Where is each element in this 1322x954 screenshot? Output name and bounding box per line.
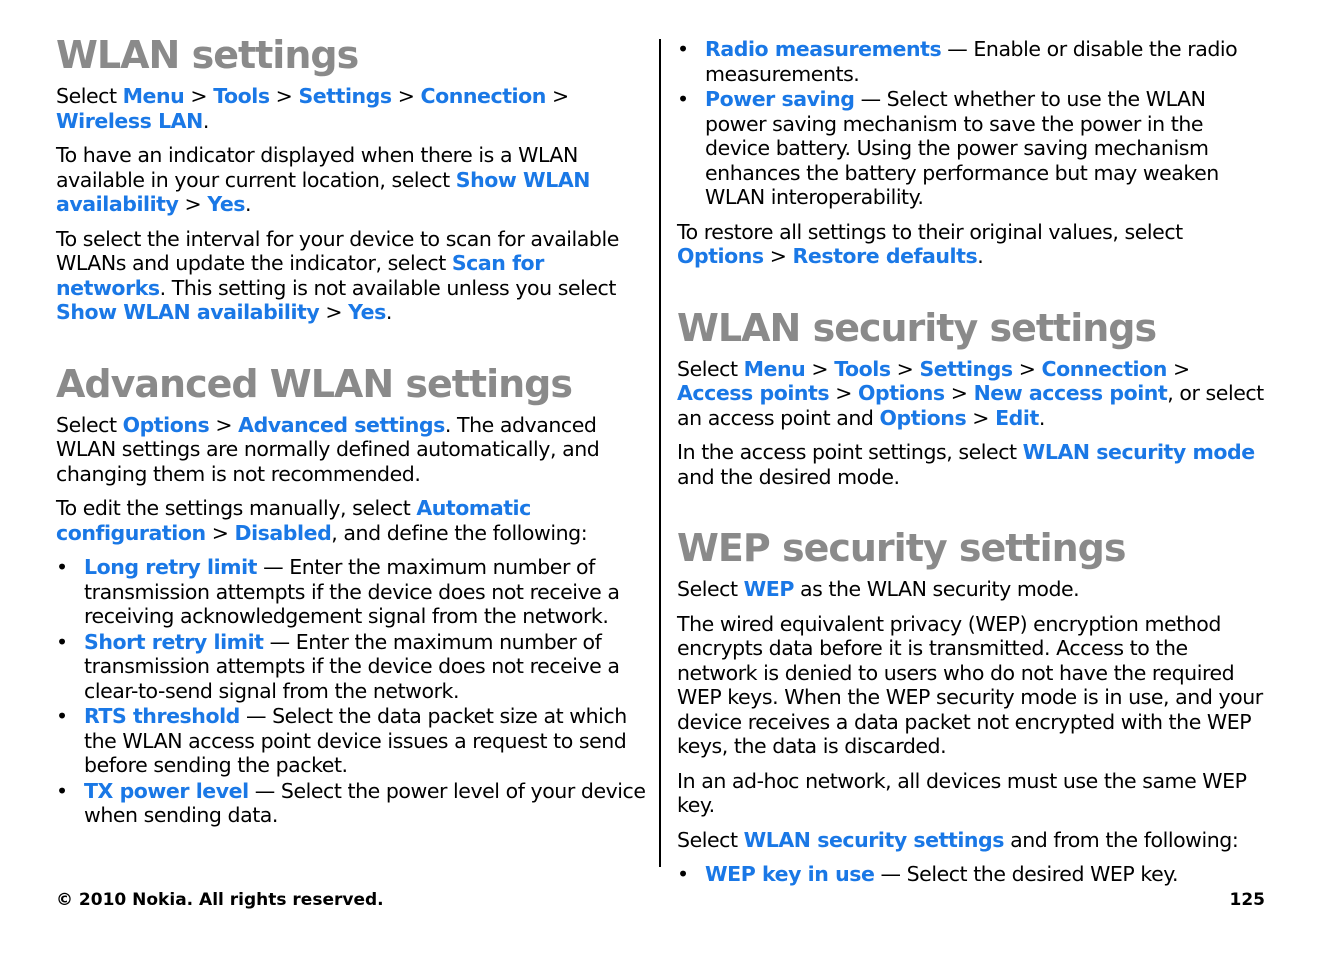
heading-wep-security-settings: WEP security settings <box>677 526 1126 570</box>
link-power-saving[interactable]: Power saving <box>705 87 855 111</box>
bullet: • <box>56 704 68 728</box>
link-settings[interactable]: Settings <box>298 84 392 108</box>
link-connection[interactable]: Connection <box>1041 356 1167 381</box>
link-options[interactable]: Options <box>858 381 945 405</box>
link-menu[interactable]: Menu <box>743 356 806 381</box>
section-gap <box>677 499 1269 525</box>
list-item: • Power saving — Select whether to use the WLAN power saving mechanism to save the power in the device battery. Using the power saving mechanism enhances the battery performance but may weaken WLAN interoperability. <box>677 87 1219 209</box>
list-item: • TX power level — Select the power level of your device when sending data. <box>56 778 646 827</box>
link-disabled[interactable]: Disabled <box>234 520 332 545</box>
advanced-options-list <box>56 555 648 828</box>
heading-wlan-security-settings: WLAN security settings <box>677 305 1157 350</box>
heading-wlan-settings: WLAN settings <box>56 33 359 77</box>
wep-adhoc-paragraph: In an ad-hoc network, all devices must use the same WEP key. <box>677 768 1247 817</box>
link-access-points[interactable]: Access points <box>677 381 830 405</box>
list-item: • RTS threshold — Select the data packet size at which the WLAN access point device issues a request to send before sending the packet. <box>56 704 627 777</box>
link-menu[interactable]: Menu <box>122 84 185 108</box>
link-yes[interactable]: Yes <box>348 300 386 324</box>
link-settings[interactable]: Settings <box>919 356 1013 381</box>
heading-advanced-wlan-settings: Advanced WLAN settings <box>56 361 572 406</box>
link-wlan-security-settings[interactable]: WLAN security settings <box>743 827 1005 852</box>
list-item: • Radio measurements — Enable or disable the radio measurements. <box>677 37 1238 86</box>
page-number: 125 <box>1229 890 1265 910</box>
wep-description-paragraph: The wired equivalent privacy (WEP) encryption method encrypts data before it is transmitted. Access to the network is denied to users who do not have the required WEP keys. When the WEP security mode is in use, and your device receives a data packet not encrypted with the WEP keys, the data is discarded. <box>677 611 1263 758</box>
link-short-retry-limit[interactable]: Short retry limit <box>84 629 264 654</box>
list-item: • Short retry limit — Enter the maximum number of transmission attempts if the device does not receive a clear-to-send signal from the network. <box>56 629 620 703</box>
link-connection[interactable]: Connection <box>420 84 546 108</box>
wlan-path-paragraph: Select Menu > Tools > Settings > Connection > Wireless LAN. <box>56 84 569 133</box>
right-column <box>677 37 1269 897</box>
bullet: • <box>677 87 689 111</box>
link-yes[interactable]: Yes <box>207 192 246 216</box>
security-mode-paragraph: In the access point settings, select WLAN security mode and the desired mode. <box>677 440 1255 489</box>
security-path-paragraph: Select Menu > Tools > Settings > Connection > Access points > Options > New access point, or select an access point and Options > Edit. <box>677 356 1264 430</box>
link-automatic-configuration[interactable]: Automatic configuration <box>56 496 531 545</box>
link-tx-power-level[interactable]: TX power level <box>84 778 249 803</box>
link-wep-key-in-use[interactable]: WEP key in use <box>705 862 875 886</box>
link-tools[interactable]: Tools <box>834 356 891 381</box>
advanced-path-paragraph: Select Options > Advanced settings. The advanced WLAN settings are normally defined automatically, and changing them is not recommended. <box>56 412 600 486</box>
link-restore-defaults[interactable]: Restore defaults <box>792 244 978 268</box>
list-item: • Long retry limit — Enter the maximum number of transmission attempts if the device does not receive a receiving acknowledgement signal from the network. <box>56 555 620 628</box>
column-divider <box>659 39 661 867</box>
advanced-options-list-continued <box>677 37 1269 210</box>
link-new-access-point[interactable]: New access point <box>973 381 1168 405</box>
bullet: • <box>677 37 689 61</box>
bullet: • <box>677 862 689 886</box>
copyright-notice: © 2010 Nokia. All rights reserved. <box>56 890 384 910</box>
restore-defaults-paragraph: To restore all settings to their original values, select Options > Restore defaults. <box>677 219 1183 268</box>
section-gap <box>677 279 1269 305</box>
bullet: • <box>56 629 68 654</box>
left-column <box>56 32 648 838</box>
list-item: • WEP key in use — Select the desired WEP key. <box>677 862 1179 886</box>
link-options[interactable]: Options <box>122 412 210 437</box>
link-tools[interactable]: Tools <box>213 84 270 108</box>
wep-select-paragraph: Select WEP as the WLAN security mode. <box>677 577 1080 601</box>
link-radio-measurements[interactable]: Radio measurements <box>705 37 942 61</box>
link-wireless-lan[interactable]: Wireless LAN <box>56 108 203 133</box>
link-show-wlan-availability[interactable]: Show WLAN availability <box>56 300 320 324</box>
bullet: • <box>56 555 68 579</box>
link-scan-for-networks[interactable]: Scan for networks <box>56 251 544 300</box>
link-wlan-security-mode[interactable]: WLAN security mode <box>1022 440 1255 464</box>
link-edit[interactable]: Edit <box>995 405 1039 430</box>
section-gap <box>56 335 648 361</box>
advanced-manual-paragraph: To edit the settings manually, select Automatic configuration > Disabled, and define the following: <box>56 496 588 545</box>
link-show-wlan-availability[interactable]: Show WLAN availability <box>56 167 590 216</box>
link-advanced-settings[interactable]: Advanced settings <box>238 412 445 437</box>
wep-settings-paragraph: Select WLAN security settings and from the following: <box>677 827 1239 852</box>
link-options[interactable]: Options <box>677 244 764 268</box>
link-wep[interactable]: WEP <box>743 577 794 601</box>
link-rts-threshold[interactable]: RTS threshold <box>84 704 240 728</box>
bullet: • <box>56 778 68 803</box>
link-options[interactable]: Options <box>879 405 967 430</box>
wlan-scan-paragraph: To select the interval for your device to scan for available WLANs and update the indicator, select Scan for networks. This setting is not available unless you select Show WLAN availability > Yes. <box>56 226 619 324</box>
wep-options-list <box>677 862 1269 887</box>
link-long-retry-limit[interactable]: Long retry limit <box>84 555 258 579</box>
wlan-indicator-paragraph: To have an indicator displayed when there is a WLAN available in your current location, select Show WLAN availability > Yes. <box>56 143 590 216</box>
